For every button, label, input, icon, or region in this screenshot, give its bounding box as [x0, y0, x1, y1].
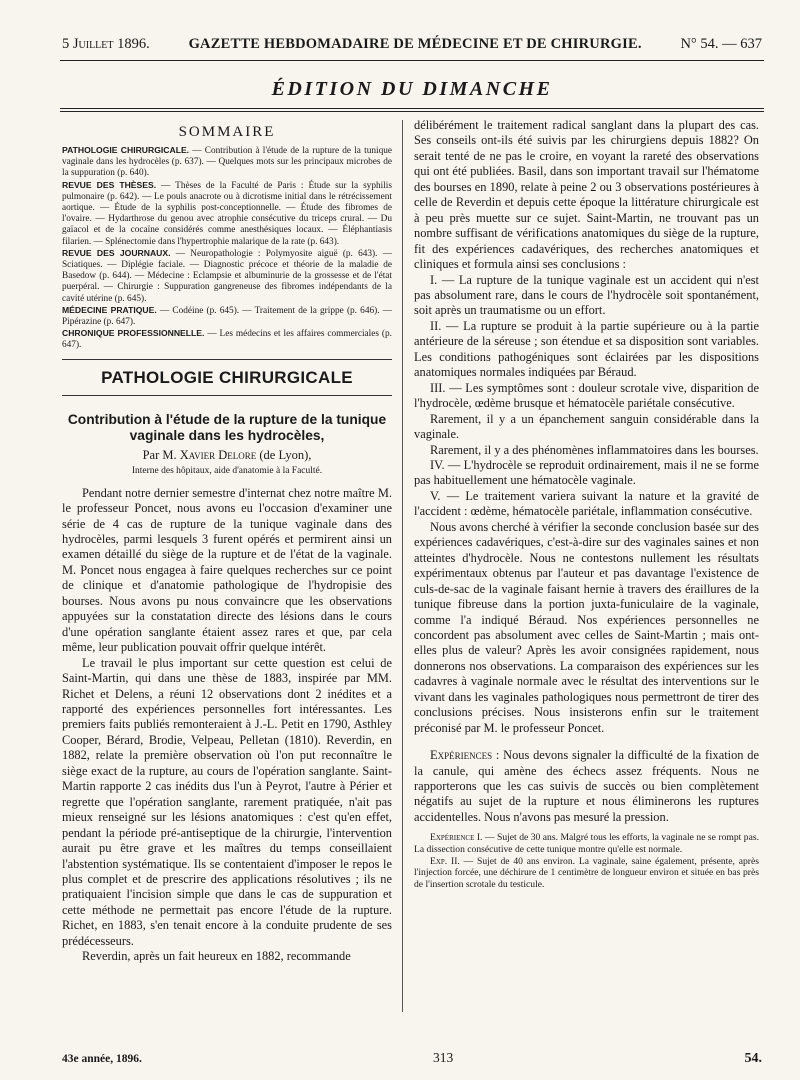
header-issue: N° 54. — 637 [680, 36, 762, 52]
section-rule [62, 359, 392, 360]
experiment-label: Exp. II. [430, 855, 460, 867]
paragraph-gap [414, 825, 759, 832]
body-paragraph: Le travail le plus important sur cette question est celui de Saint-Martin, qui dans une thèse de 1883, inspirée par MM. Richet et Delens, a réuni 12 observations dont 2 inédites et a rapporté des expériences personnelles fort intéressantes. Les premiers faits publiés remonteraient à J.-L. Petit en 1790, Asthley Cooper, Bérard, Brodie, Velpeau, Pelletan (1810). Reverdin, en 1882, relate la première observation où l'on put reconnaître le siège exact de la rupture, au cours de l'opération sanglante. Saint-Martin rapporte 2 cas inédits dus l'un à Peyrot, l'autre à Périer et regrette que l'opération sanglante, rarement pratiquée, n'ait pas mieux renseigné sur les lésions anatomiques : c'est qu'en effet, pendant la période pré-antiseptique de la chirurgie, l'intervention aurait pu être grave et les maîtres du temps conseillaient l'abstention systématique. Ils se contentaient d'imposer le repos le plus complet et de prescrire des applications résolutives ; ils ne pratiquaient l'incision simple que dans le cas de suppuration et cette méthode ne permettait pas encore l'étude de la rupture. Richet, en 1883, s'en tenait encore à la conduite prudente de ses prédécesseurs. [62, 655, 392, 948]
experiment-label: Expérience I. [430, 832, 483, 844]
running-head [62, 36, 762, 53]
author-affiliation: Interne des hôpitaux, aide d'anatomie à la Faculté. [131, 465, 323, 476]
sommaire-entry-text: — Les médecins et les affaires commerciales (p. 647). [62, 329, 392, 351]
byline-prefix: Par M. [142, 447, 180, 462]
section-rule [62, 395, 392, 396]
sommaire-entry-head: REVUE DES THÈSES. [62, 179, 157, 190]
edition-rule [60, 108, 764, 109]
body-paragraph: délibérément le traitement radical sanglant dans la plupart des cas. Ses conseils ont-ils été suivis par les chirurgiens depuis 1882? On serait tenté de ne pas le croire, en voyant la rareté des observations qui ont été publiées. Basil, dans son important travail sur l'hématome des bourses en 1890, relate à peine 2 ou 3 observations postérieures à celle de Reverdin et depuis cette époque la littérature chirurgicale est à peu près muette sur ce sujet. Saint-Martin, ne trouvant pas un nombre suffisant de vérifications anatomiques du siège de la rupture, fit des expériences cadavériques, des recherches anatomiques et cliniques et formula ainsi ses conclusions : [414, 118, 759, 272]
experiences-paragraph [414, 748, 759, 825]
footer-issue-number: 54. [744, 1051, 762, 1066]
body-paragraph: Pendant notre dernier semestre d'internat chez notre maître M. le professeur Poncet, nous avons eu l'occasion d'examiner une série de 4 cas de rupture de la tunique vaginale dans des hydrocèles, parmi lesquels 3 furent opérés et permirent ainsi un examen détaillé du siège de la rupture et de l'état de la vaginale. M. Poncet nous engagea à faire quelques recherches sur ce point de clinique et d'anatomie pathologique de l'hydropisie des bourses. Nous avons pu nous convaincre que les observations appuyées sur la constatation directe des lésions dans le cours d'une opération sanglante étaient assez rares et que, par cela même, leur publication pouvait offrir quelque intérêt. [62, 485, 392, 655]
experiences-label: Expériences [430, 748, 493, 763]
article-title: Contribution à l'étude de la rupture de la tunique vaginale dans les hydrocèles, [67, 411, 387, 443]
column-divider [402, 120, 403, 1012]
sommaire-entry [62, 145, 392, 180]
experiment-entry [414, 832, 759, 855]
sommaire-title: SOMMAIRE [178, 124, 276, 140]
author-name: Xavier Delore [179, 447, 257, 462]
sommaire-entry-head: MÉDECINE PRATIQUE. [62, 304, 157, 315]
sommaire-entry-text: — Neuropathologie : Polymyosite aiguë (p. 643). — Sciatiques. — Diplégie faciale. — Diagnostic précoce et théorie de la maladie de Basedow (p. 644). — Médecine : Eclampsie et albuminurie de la grossesse et de l'état puerpéral. — Chirurgie : Suppuration gangreneuse des fibromes indépendants de la cavité utérine (p. 645). [62, 248, 392, 304]
conclusion-item: II. — La rupture se produit à la partie supérieure ou à la partie antérieure de la séreuse ; son étendue et sa disposition sont variables. Les conditions pathogéniques sont éclairées par les dispositions anatomiques normales indiquées par Béraud. [414, 318, 759, 380]
byline-suffix: (de Lyon), [256, 447, 312, 462]
sommaire-entry-text: — Codéine (p. 645). — Traitement de la grippe (p. 646). — Pipérazine (p. 647). [62, 305, 392, 328]
sommaire-entry [62, 305, 392, 328]
conclusion-item: I. — La rupture de la tunique vaginale est un accident qui n'est pas absolument rare, dans le cours de l'hydrocèle soit spontanément, soit après un traumatisme ou un effort. [414, 272, 759, 318]
experiment-text: — Sujet de 30 ans. Malgré tous les efforts, la vaginale ne se rompt pas. La dissection consécutive de cette tunique montre qu'elle est normale. [414, 832, 759, 855]
body-paragraph: Nous avons cherché à vérifier la seconde conclusion basée sur des expériences cadavériques, c'est-à-dire sur des vaginales saines et non atteintes d'hydrocèle. Nous ne contestons nullement les résultats expérimentaux obtenus par l'auteur et pas davantage l'existence de culs-de-sac de la vaginale faisant hernie à travers des éraillures de la tunique fibreuse dans la portion juxta-funiculaire de la vaginale, comme l'a indiqué Béraud. Nos expériences personnelles ne concordent pas absolument avec celles de Saint-Martin ; mais ont-elles plus de valeur? Après les avoir consignées rapidement, nous donnerons nos observations. La comparaison des expériences sur les cadavres à vaginale normale avec le résultat des interventions sur le vivant dans les vaginales pathologiques nous permettront de tirer des conclusions précises. Nous insisterons enfin sur le traitement préconisé par M. le professeur Poncet. [414, 519, 759, 735]
page-footer [62, 1050, 762, 1067]
edition-banner: ÉDITION DU DIMANCHE [271, 78, 553, 100]
conclusion-item: III. — Les symptômes sont : douleur scrotale vive, disparition de l'hydrocèle, œdème brusque et hématocèle pariétale consécutive. [414, 380, 759, 411]
conclusion-item: Rarement, il y a un épanchement sanguin considérable dans la vaginale. [414, 411, 759, 442]
section-heading: PATHOLOGIE CHIRURGICALE [101, 367, 353, 387]
sommaire-entry-text: — Contribution à l'étude de la rupture de la tunique vaginale dans les hydrocèles (p. 637). — Quelques mots sur les principaux microbes de la suppuration (p. 640). [62, 146, 392, 179]
conclusion-item: V. — Le traitement variera suivant la nature et la gravité de l'accident : œdème, hématocèle pariétale, inflammation consécutive. [414, 488, 759, 519]
sommaire-entry-head: CHRONIQUE PROFESSIONNELLE. [62, 328, 205, 339]
conclusion-item: Rarement, il y a des phénomènes inflammatoires dans les bourses. [430, 442, 759, 457]
right-column [414, 118, 759, 1038]
body-paragraph: Reverdin, après un fait heureux en 1882, recommande [82, 949, 351, 964]
sommaire-entry [62, 180, 392, 248]
footer-year: 43e année, 1896. [62, 1053, 142, 1065]
edition-rule-thin [60, 111, 764, 112]
footer-page-number: 313 [433, 1050, 454, 1065]
header-rule [60, 60, 764, 61]
sommaire-entry [62, 328, 392, 351]
experiences-text: : Nous devons signaler la difficulté de la fixation de la canule, qui amène des échecs assez fréquents. Nous ne rapporterons que les cas suivis de succès ou bien complètement négatifs au sujet de la rupture et nous éliminerons les ruptures accidentelles. Nous n'avons pas mesuré la pression. [414, 748, 759, 824]
left-column [62, 118, 392, 1038]
conclusion-item: IV. — L'hydrocèle se reproduit ordinairement, mais il ne se forme pas habituellement une hématocèle vaginale. [414, 457, 759, 488]
experiment-entry [414, 856, 759, 891]
experiment-text: — Sujet de 40 ans environ. La vaginale, saine également, présente, après l'injection forcée, une déchirure de 1 centimètre de longueur environ et située en bas près de l'insertion scrotale du testicule. [414, 855, 759, 890]
sommaire-entry [62, 248, 392, 305]
sommaire-entry-head: PATHOLOGIE CHIRURGICALE. [62, 145, 190, 155]
paragraph-gap [414, 736, 759, 748]
sommaire-entry-text: — Thèses de la Faculté de Paris : Étude sur la syphilis pulmonaire (p. 642). — Le pouls anacrote ou à dicrotisme initial dans le rétrécissement aortique. — Étude de la syphilis post-conceptionnelle. — Étude des fibromes de l'ovaire. — Hydarthrose du genou avec atrophie consécutive du triceps crural. — Du gaïacol et de la cocaïne considérés comme anesthésiques locaux. — Éléphantiasis filarien. — Splénectomie dans l'hypertrophie malarique de la rate (p. 643). [62, 180, 392, 247]
header-date: 5 Juillet 1896. [62, 36, 150, 52]
sommaire-entry-head: REVUE DES JOURNAUX. [62, 247, 171, 258]
article-byline [62, 448, 392, 463]
journal-title: GAZETTE HEBDOMADAIRE DE MÉDECINE ET DE CHIRURGIE. [188, 36, 642, 52]
